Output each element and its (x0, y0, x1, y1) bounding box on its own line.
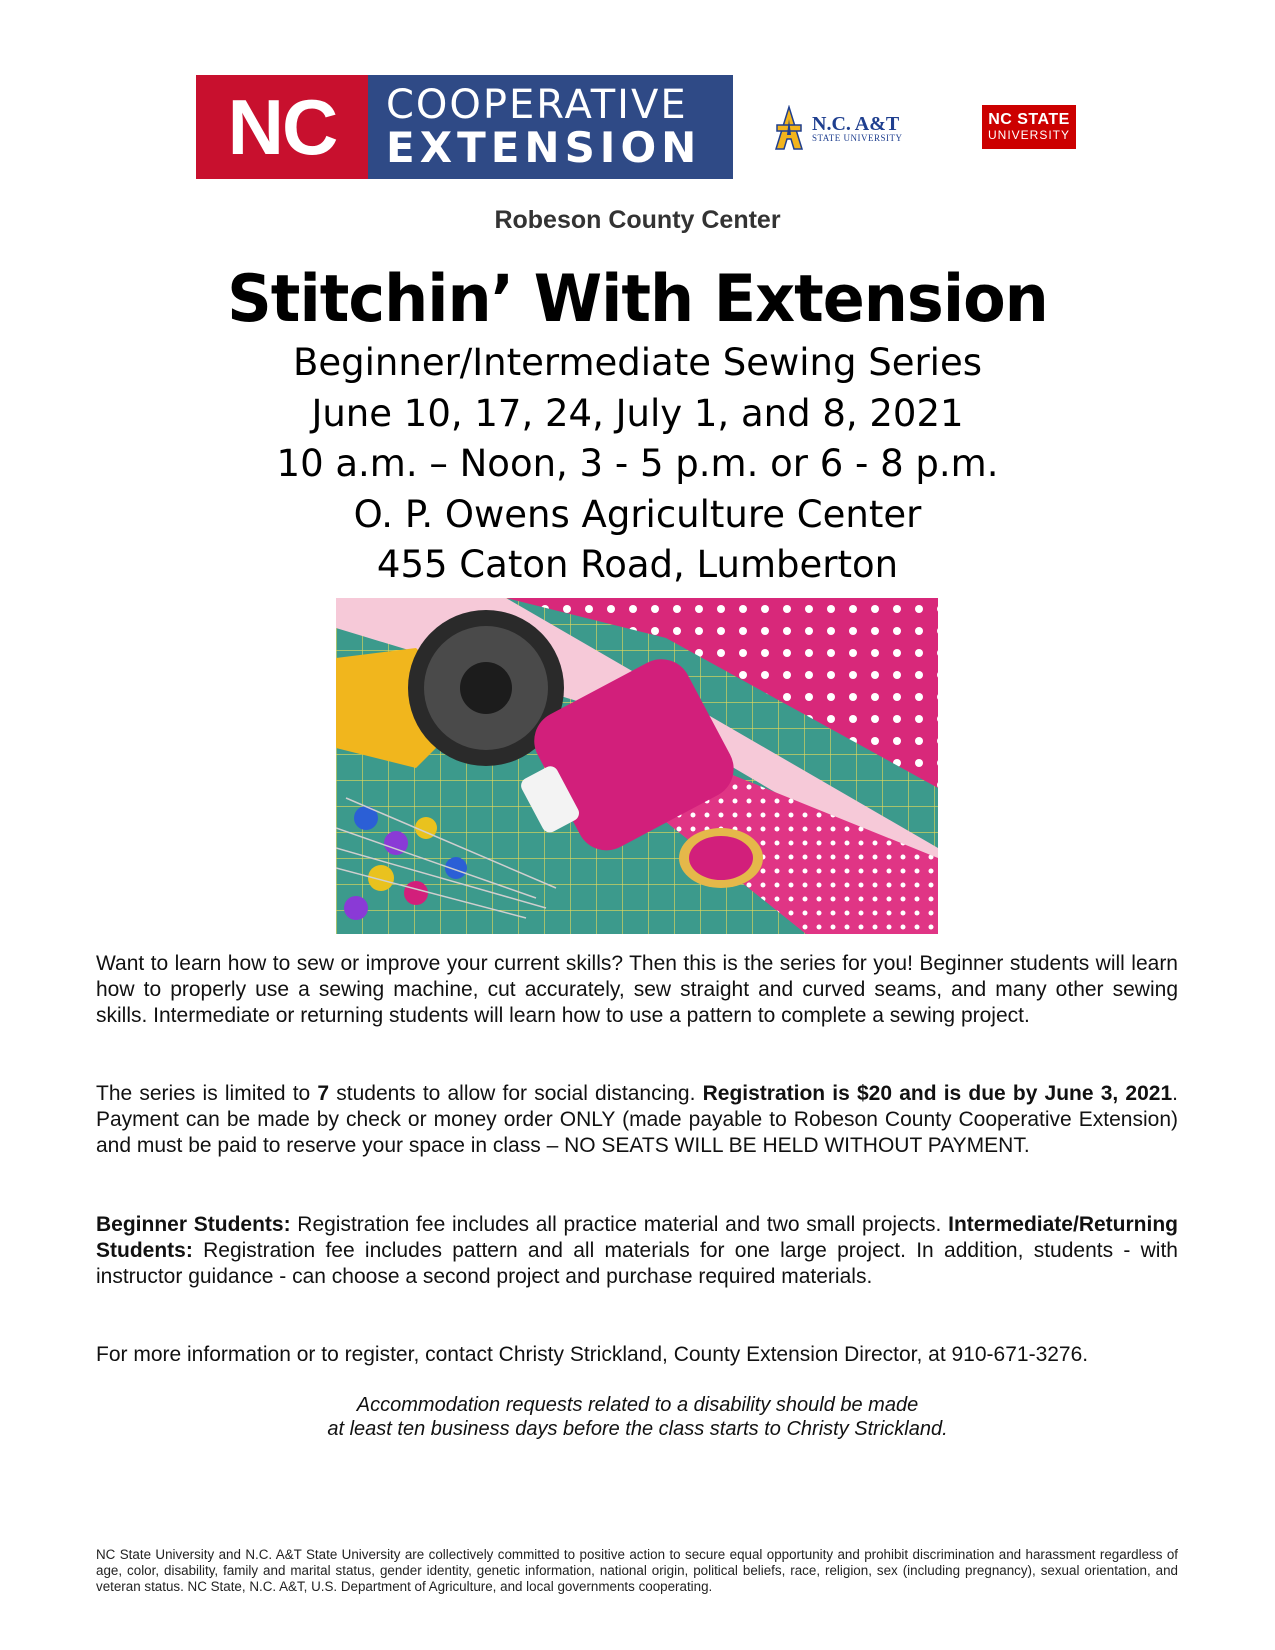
intermediate-label: Intermediate/Returning Students: (96, 1213, 1178, 1262)
nc-logo-wordmark (368, 75, 733, 179)
accommodation-line1: Accommodation requests related to a disability should be made (356, 1394, 919, 1416)
sewing-photo-illustration (336, 598, 938, 934)
event-address: 455 Caton Road, Lumberton (376, 543, 899, 586)
beginner-text: Registration fee includes all practice material and two small projects. (290, 1213, 949, 1236)
reg-text-e: . Payment can be made by check or money order ONLY (made payable to Robeson County Cooperative Extension) and must be paid to reserve your space in class – NO SEATS WILL BE HELD WITHOUT PAYMENT. (96, 1082, 1178, 1157)
ncstate-line1: NC STATE (988, 111, 1070, 129)
ncat-aggie-icon (772, 105, 806, 151)
intro-paragraph: Want to learn how to sew or improve your current skills? Then this is the series for you! Beginner students will learn how to properly use a sewing machine, cut accurately, sew straight and curved seams, and many other sewing skills. Intermediate or returning students will learn how to use a pattern to complete a sewing project. (96, 952, 1178, 1027)
nc-logo-letters: NC (196, 75, 368, 179)
logo-row (196, 75, 1076, 179)
nc-cooperative-extension-logo (196, 75, 733, 179)
intermediate-text: Registration fee includes pattern and all materials for one large project. In addition, students - with instructor guidance - can choose a second project and purchase required materials. (96, 1239, 1178, 1288)
event-venue: O. P. Owens Agriculture Center (353, 493, 922, 536)
ncat-name: N.C. A&T (812, 112, 900, 135)
event-dates: June 10, 17, 24, July 1, and 8, 2021 (311, 392, 964, 435)
reg-student-limit: 7 (317, 1082, 330, 1105)
reg-fee-deadline: Registration is $20 and is due by June 3, 2021 (702, 1082, 1173, 1105)
county-center: Robeson County Center (494, 206, 781, 234)
ncat-wordmark (812, 114, 903, 143)
registration-paragraph (96, 1081, 1178, 1159)
ncstate-logo (982, 105, 1076, 149)
reg-text-a: The series is limited to (96, 1082, 318, 1105)
accommodation-note (0, 1393, 1275, 1441)
accommodation-line2: at least ten business days before the class starts to Christy Strickland. (327, 1418, 948, 1440)
ncat-logo (772, 105, 912, 151)
sewing-supplies-photo (336, 598, 938, 934)
beginner-label: Beginner Students: (96, 1213, 291, 1236)
students-paragraph (96, 1212, 1178, 1290)
reg-text-c: students to allow for social distancing. (329, 1082, 703, 1105)
page-title: Stitchin’ With Extension (227, 260, 1048, 337)
series-name: Beginner/Intermediate Sewing Series (293, 341, 982, 384)
event-times: 10 a.m. – Noon, 3 - 5 p.m. or 6 - 8 p.m. (276, 442, 999, 485)
ncstate-line2: UNIVERSITY (987, 128, 1070, 143)
contact-paragraph: For more information or to register, contact Christy Strickland, County Extension Director, at 910-671-3276. (96, 1343, 1089, 1366)
nc-logo-line2: EXTENSION (386, 122, 702, 172)
nc-logo-line1: COOPERATIVE (386, 81, 688, 128)
nondiscrimination-footer: NC State University and N.C. A&T State University are collectively committed to positive action to secure equal opportunity and prohibit discrimination and harassment regardless of age, color, disability, family and marital status, gender identity, genetic information, national origin, political beliefs, race, religion, sex (including pregnancy), sexual orientation, and veteran status. NC State, N.C. A&T, U.S. Department of Agriculture, and local governments cooperating. (96, 1547, 1178, 1594)
ncat-sub: STATE UNIVERSITY (812, 132, 903, 143)
